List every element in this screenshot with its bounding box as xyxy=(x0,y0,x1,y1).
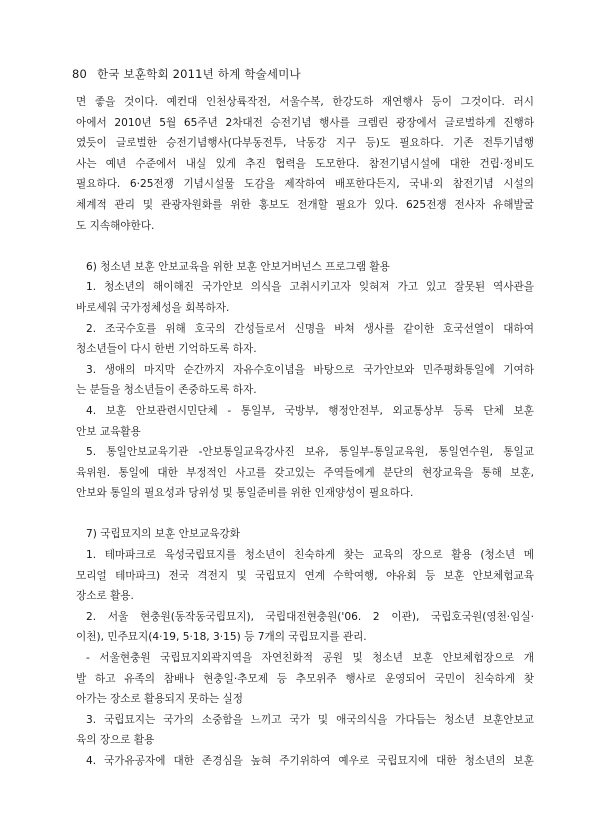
text-line: 아에서 2010년 5월 65주년 2차대전 승전기념 행사를 크렘린 광장에서 글로벌하게 진행하 xyxy=(76,116,534,129)
list-item-line: 장소로 활용. xyxy=(76,590,134,603)
list-item-line: 안보와 통일의 필요성과 당위성 및 통일준비를 위한 인재양성이 필요하다. xyxy=(76,487,414,500)
list-item-line: 안보 교육활용 xyxy=(76,425,141,438)
list-item-line: 5. 통일안보교육기관 -안보통일교육강사진 보유, 통일부-통일교육원, 통일연수원, 통일교 xyxy=(86,446,534,459)
list-item-line: 아가는 장소로 활용되지 못하는 실정 xyxy=(76,693,243,706)
list-item-line: 2. 조국수호를 위해 호국의 간성들로서 신명을 바쳐 생사를 같이한 호국선열이 대하여 xyxy=(86,322,534,335)
list-item-line: 는 분들을 청소년들이 존중하도록 하자. xyxy=(76,384,257,397)
running-header xyxy=(72,66,301,82)
list-item-line: 4. 보훈 안보관련시민단체 - 통일부, 국방부, 행정안전부, 외교통상부 등록 단체 보훈 xyxy=(86,404,534,417)
section-heading: 7) 국립묘지의 보훈 안보교육강화 xyxy=(86,528,241,541)
list-item-line: 4. 국가유공자에 대한 존경심을 높혀 주기위하여 예우로 국립묘지에 대한 청소년의 보훈 xyxy=(86,755,534,767)
text-line: 면 좋을 것이다. 예컨대 인천상륙작전, 서울수복, 한강도하 재연행사 등이 그것이다. 러시 xyxy=(76,96,534,108)
body-text xyxy=(76,92,534,772)
text-line: 체계적 관리 및 관광자원화를 위한 홍보도 전개할 필요가 있다. 625전쟁 전사자 유해발굴 xyxy=(76,198,534,211)
list-item-line: 발 하고 유족의 참배나 현충일·추모제 등 추모위주 행사로 운영되어 국민이 친숙하게 찾 xyxy=(76,672,534,685)
list-item-line: 육위원. 통일에 대한 부정적인 사고를 갖고있는 주역들에게 분단의 현장교육을 통해 보훈, xyxy=(76,466,534,479)
text-line: 필요하다. 6·25전쟁 기념시설물 도감을 제작하여 배포한다든지, 국내·외 참전기념 시설의 xyxy=(76,178,534,191)
list-item-line: 3. 국립묘지는 국가의 소중함을 느끼고 국가 및 애국의식을 가다듬는 청소년 보훈안보교 xyxy=(86,713,534,726)
list-item-line: 육의 장으로 활용 xyxy=(76,734,155,747)
list-item-line: 1. 테마파크로 육성국립묘지를 청소년이 친숙하게 찾는 교육의 장으로 활용 (청소년 메 xyxy=(86,549,534,562)
page-number: 80 xyxy=(72,67,88,81)
list-item-line: 이천), 민주묘지(4·19, 5·18, 3·15) 등 7개의 국립묘지를 관리. xyxy=(76,631,367,644)
header-title: 한국 보훈학회 2011년 하계 학술세미나 xyxy=(97,67,301,81)
text-line: 였듯이 글로벌한 승전기념행사(다부동전투, 낙동강 지구 등)도 필요하다. 기존 전투기념행 xyxy=(76,137,534,150)
list-item-line: 2. 서울 현충원(동작동국립묘지), 국립대전현충원('06. 2 이관), 국립호국원(영천·임실· xyxy=(86,610,534,623)
list-item-line: 1. 청소년의 해이해진 국가안보 의식을 고취시키고자 잊혀져 가고 있고 잘못된 역사관을 xyxy=(86,281,534,294)
list-item-line: - 서울현충원 국립묘지외곽지역을 자연친화적 공원 및 청소년 보훈 안보체험장으로 개 xyxy=(86,652,534,665)
text-line: 도 지속해야한다. xyxy=(76,219,155,232)
list-item-line: 모리얼 테마파크) 전국 격전지 및 국립묘지 연계 수학여행, 야유회 등 보훈 안보체험교육 xyxy=(76,569,534,582)
section-heading: 6) 청소년 보훈 안보교육을 위한 보훈 안보거버넌스 프로그램 활용 xyxy=(86,260,390,273)
list-item-line: 바로세워 국가정체성을 회복하자. xyxy=(76,301,230,314)
list-item-line: 3. 생애의 마지막 순간까지 자유수호이념을 바탕으로 국가안보와 민주평화통일에 기여하 xyxy=(86,363,534,376)
list-item-line: 청소년들이 다시 한번 기억하도록 하자. xyxy=(76,343,257,356)
text-line: 사는 예년 수준에서 내실 있게 추진 협력을 도모한다. 참전기념시설에 대한 건립·정비도 xyxy=(76,157,534,170)
